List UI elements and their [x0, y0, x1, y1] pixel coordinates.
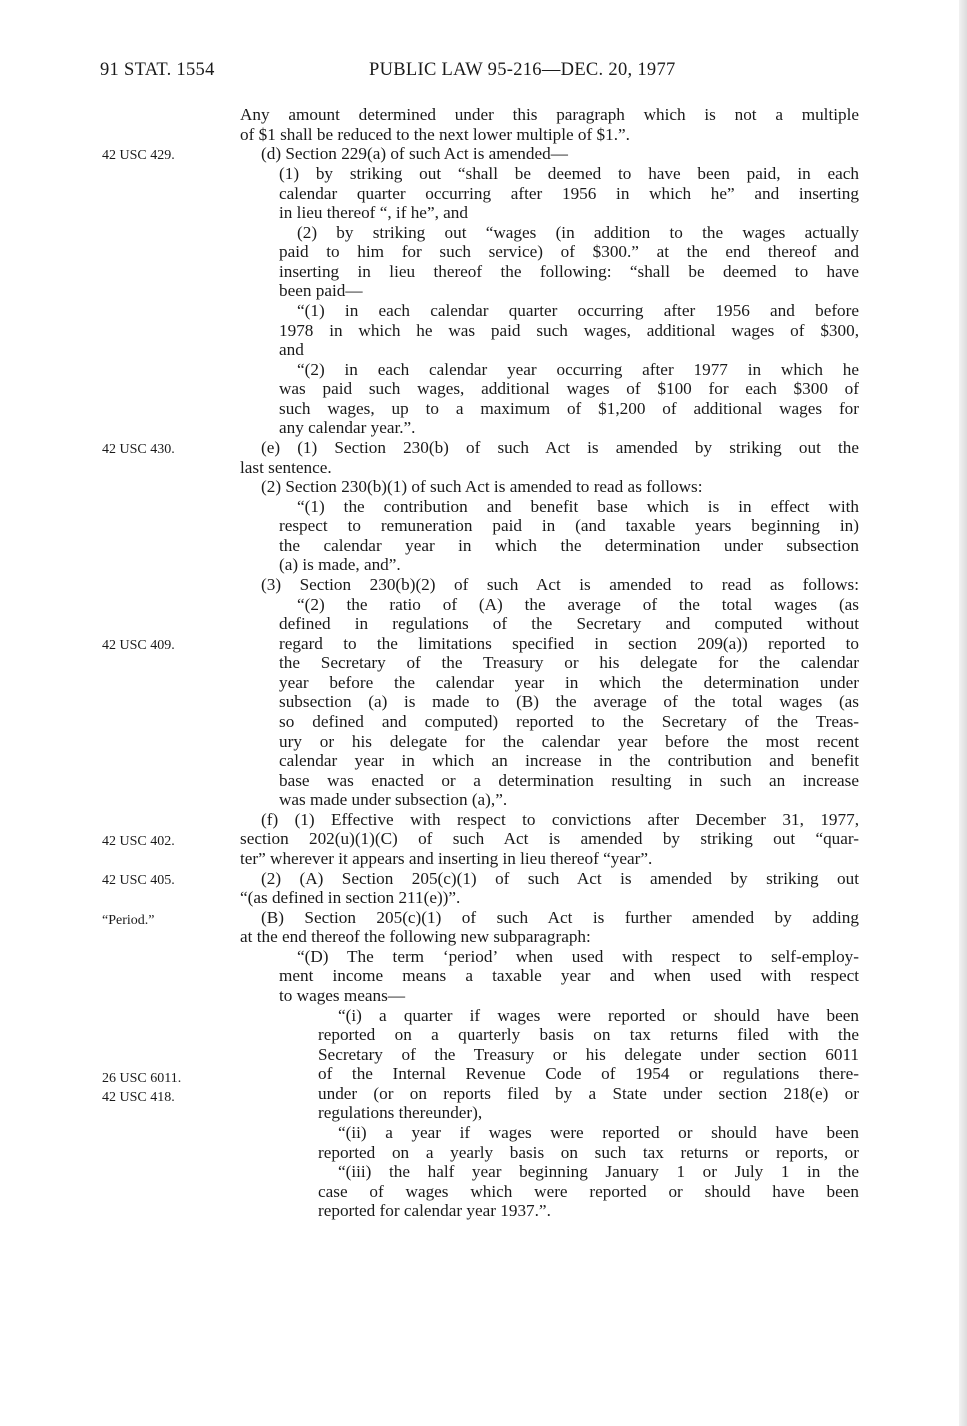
text-line: inserting in lieu thereof the following: “shall be deemed to have [279, 262, 859, 281]
margin-note: 42 USC 429. [102, 148, 175, 163]
text-line: “(ii) a year if wages were reported or should have been [338, 1123, 859, 1142]
text-line: (f) (1) Effective with respect to convictions after December 31, 1977, [261, 810, 859, 829]
text-line: “(i) a quarter if wages were reported or should have been [338, 1006, 859, 1025]
text-line: subsection (a) is made to (B) the average of the total wages (as [279, 692, 859, 711]
text-line: “(as defined in section 211(e))”. [240, 888, 461, 907]
text-line: ter” wherever it appears and inserting in lieu thereof “year”. [240, 849, 653, 868]
text-line: so defined and computed) reported to the Secretary of the Treas- [279, 712, 859, 731]
text-line: “(2) the ratio of (A) the average of the total wages (as [297, 595, 859, 614]
text-line: ment income means a taxable year and when used with respect [279, 966, 859, 985]
text-line: reported for calendar year 1937.”. [318, 1201, 551, 1220]
margin-note: 42 USC 430. [102, 442, 175, 457]
margin-note: 42 USC 418. [102, 1090, 175, 1105]
public-law-citation: PUBLIC LAW 95-216—DEC. 20, 1977 [369, 60, 676, 80]
text-line: ury or his delegate for the calendar year before the most recent [279, 732, 859, 751]
text-line: last sentence. [240, 458, 332, 477]
page-edge [959, 0, 967, 1426]
text-line: (2) (A) Section 205(c)(1) of such Act is amended by striking out [261, 869, 859, 888]
text-line: base was enacted or a determination resulting in such an increase [279, 771, 859, 790]
text-line: 1978 in which he was paid such wages, additional wages of $300, [279, 321, 859, 340]
text-line: calendar year in which an increase in the contribution and benefit [279, 751, 859, 770]
text-line: respect to remuneration paid in (and taxable years beginning in) [279, 516, 859, 535]
text-line: was made under subsection (a),”. [279, 790, 508, 809]
text-line: section 202(u)(1)(C) of such Act is amended by striking out “quar- [240, 829, 859, 848]
text-line: and [279, 340, 304, 359]
text-line: “(D) The term ‘period’ when used with respect to self-employ- [297, 947, 859, 966]
text-line: the Secretary of the Treasury or his delegate for the calendar [279, 653, 859, 672]
text-line: to wages means— [279, 986, 406, 1005]
text-line: regulations thereunder), [318, 1103, 483, 1122]
text-line: (e) (1) Section 230(b) of such Act is amended by striking out the [261, 438, 859, 457]
text-line: Any amount determined under this paragraph which is not a multiple [240, 105, 859, 124]
text-line: reported on a yearly basis on such tax returns or reports, or [318, 1143, 859, 1162]
text-line: case of wages which were reported or should have been [318, 1182, 859, 1201]
text-line: (B) Section 205(c)(1) of such Act is further amended by adding [261, 908, 859, 927]
text-line: in lieu thereof “, if he”, and [279, 203, 468, 222]
text-line: regard to the limitations specified in section 209(a)) reported to [279, 634, 859, 653]
text-line: calendar quarter occurring after 1956 in which he” and inserting [279, 184, 859, 203]
text-line: “(iii) the half year beginning January 1 or July 1 in the [338, 1162, 859, 1181]
text-line: any calendar year.”. [279, 418, 416, 437]
text-line: (2) Section 230(b)(1) of such Act is amended to read as follows: [261, 477, 703, 496]
text-line: was paid such wages, additional wages of $100 for each $300 of [279, 379, 859, 398]
text-line: of the Internal Revenue Code of 1954 or regulations there- [318, 1064, 859, 1083]
text-line: of $1 shall be reduced to the next lower multiple of $1.”. [240, 125, 630, 144]
margin-note: 42 USC 405. [102, 873, 175, 888]
text-line: under (or on reports filed by a State under section 218(e) or [318, 1084, 859, 1103]
text-line: been paid— [279, 281, 363, 300]
margin-note: “Period.” [102, 913, 155, 928]
text-line: (1) by striking out “shall be deemed to have been paid, in each [279, 164, 859, 183]
page-header [100, 57, 860, 83]
text-line: such wages, up to a maximum of $1,200 of additional wages for [279, 399, 859, 418]
text-line: year before the calendar year in which the determination under [279, 673, 859, 692]
statute-page-number: 91 STAT. 1554 [100, 60, 215, 80]
text-line: “(2) in each calendar year occurring after 1977 in which he [297, 360, 859, 379]
text-line: (d) Section 229(a) of such Act is amended— [261, 144, 568, 163]
margin-note: 26 USC 6011. [102, 1071, 182, 1086]
text-line: Secretary of the Treasury or his delegate under section 6011 [318, 1045, 859, 1064]
text-line: defined in regulations of the Secretary and computed without [279, 614, 859, 633]
margin-note: 42 USC 402. [102, 834, 175, 849]
text-line: the calendar year in which the determination under subsection [279, 536, 859, 555]
text-line: “(1) in each calendar quarter occurring after 1956 and before [297, 301, 859, 320]
text-line: (3) Section 230(b)(2) of such Act is amended to read as follows: [261, 575, 859, 594]
margin-note: 42 USC 409. [102, 638, 175, 653]
text-line: (2) by striking out “wages (in addition to the wages actually [297, 223, 859, 242]
text-line: paid to him for such service) of $300.” at the end thereof and [279, 242, 859, 261]
text-line: at the end thereof the following new subparagraph: [240, 927, 591, 946]
text-line: “(1) the contribution and benefit base which is in effect with [297, 497, 859, 516]
text-line: reported on a quarterly basis on tax returns filed with the [318, 1025, 859, 1044]
text-line: (a) is made, and”. [279, 555, 401, 574]
